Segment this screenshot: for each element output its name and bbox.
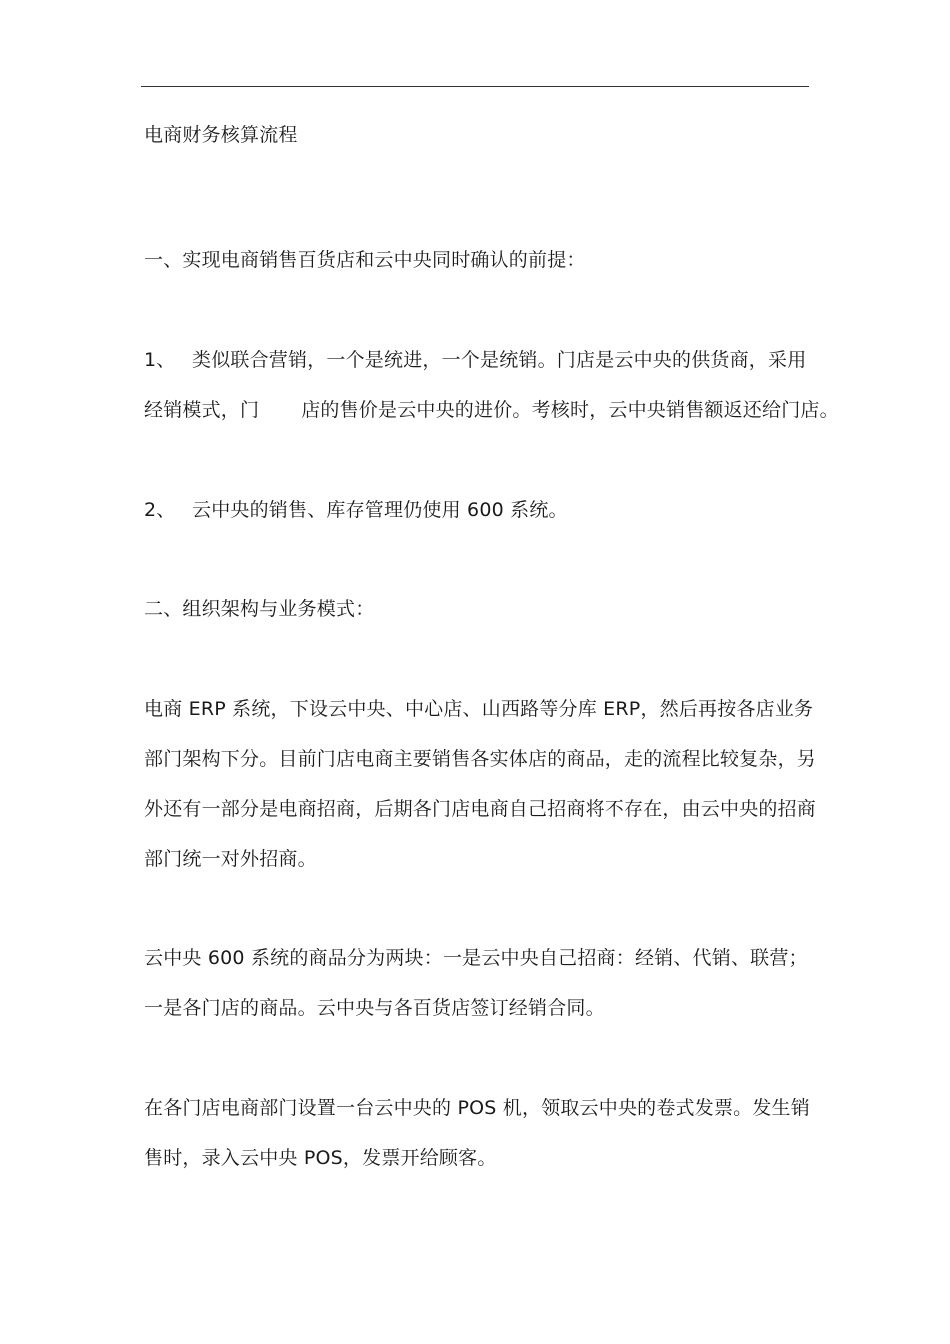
list-item-2-number: 2、 [144,499,176,521]
section-heading-1: 一、实现电商销售百货店和云中央同时确认的前提： [144,249,586,271]
list-item-1-number: 1、 [144,349,176,371]
paragraph-1-line-2: 部门架构下分。目前门店电商主要销售各实体店的商品，走的流程比较复杂，另 [144,748,817,770]
list-item-2 [144,497,568,523]
paragraph-3-line-2: 售时，录入云中央 POS，发票开给顾客。 [144,1147,497,1169]
list-item-1-line-2 [144,397,839,423]
list-item-1-line-1 [144,347,806,373]
paragraph-1-line-3: 外还有一部分是电商招商，后期各门店电商自己招商将不存在，由云中央的招商 [144,798,817,820]
list-item-1-text: 类似联合营销，一个是统进，一个是统销。门店是云中央的供货商，采用 [192,349,807,371]
paragraph-2-line-2: 一是各门店的商品。云中央与各百货店签订经销合同。 [144,997,605,1019]
list-item-1-text-part-2: 店的售价是云中央的进价。考核时，云中央销售额返还给门店。 [301,399,839,421]
paragraph-1-line-4: 部门统一对外招商。 [144,848,317,870]
document-title: 电商财务核算流程 [144,124,298,146]
list-item-1-text-part-1: 经销模式，门 [144,399,260,421]
paragraph-1-line-1: 电商 ERP 系统，下设云中央、中心店、山西路等分库 ERP，然后再按各店业务 [144,698,814,720]
header-rule [141,86,809,87]
section-heading-2: 二、组织架构与业务模式： [144,598,375,620]
paragraph-3-line-1: 在各门店电商部门设置一台云中央的 POS 机，领取云中央的卷式发票。发生销 [144,1097,810,1119]
list-item-2-text: 云中央的销售、库存管理仍使用 600 系统。 [192,499,568,521]
paragraph-2-line-1: 云中央 600 系统的商品分为两块：一是云中央自己招商：经销、代销、联营； [144,947,808,969]
